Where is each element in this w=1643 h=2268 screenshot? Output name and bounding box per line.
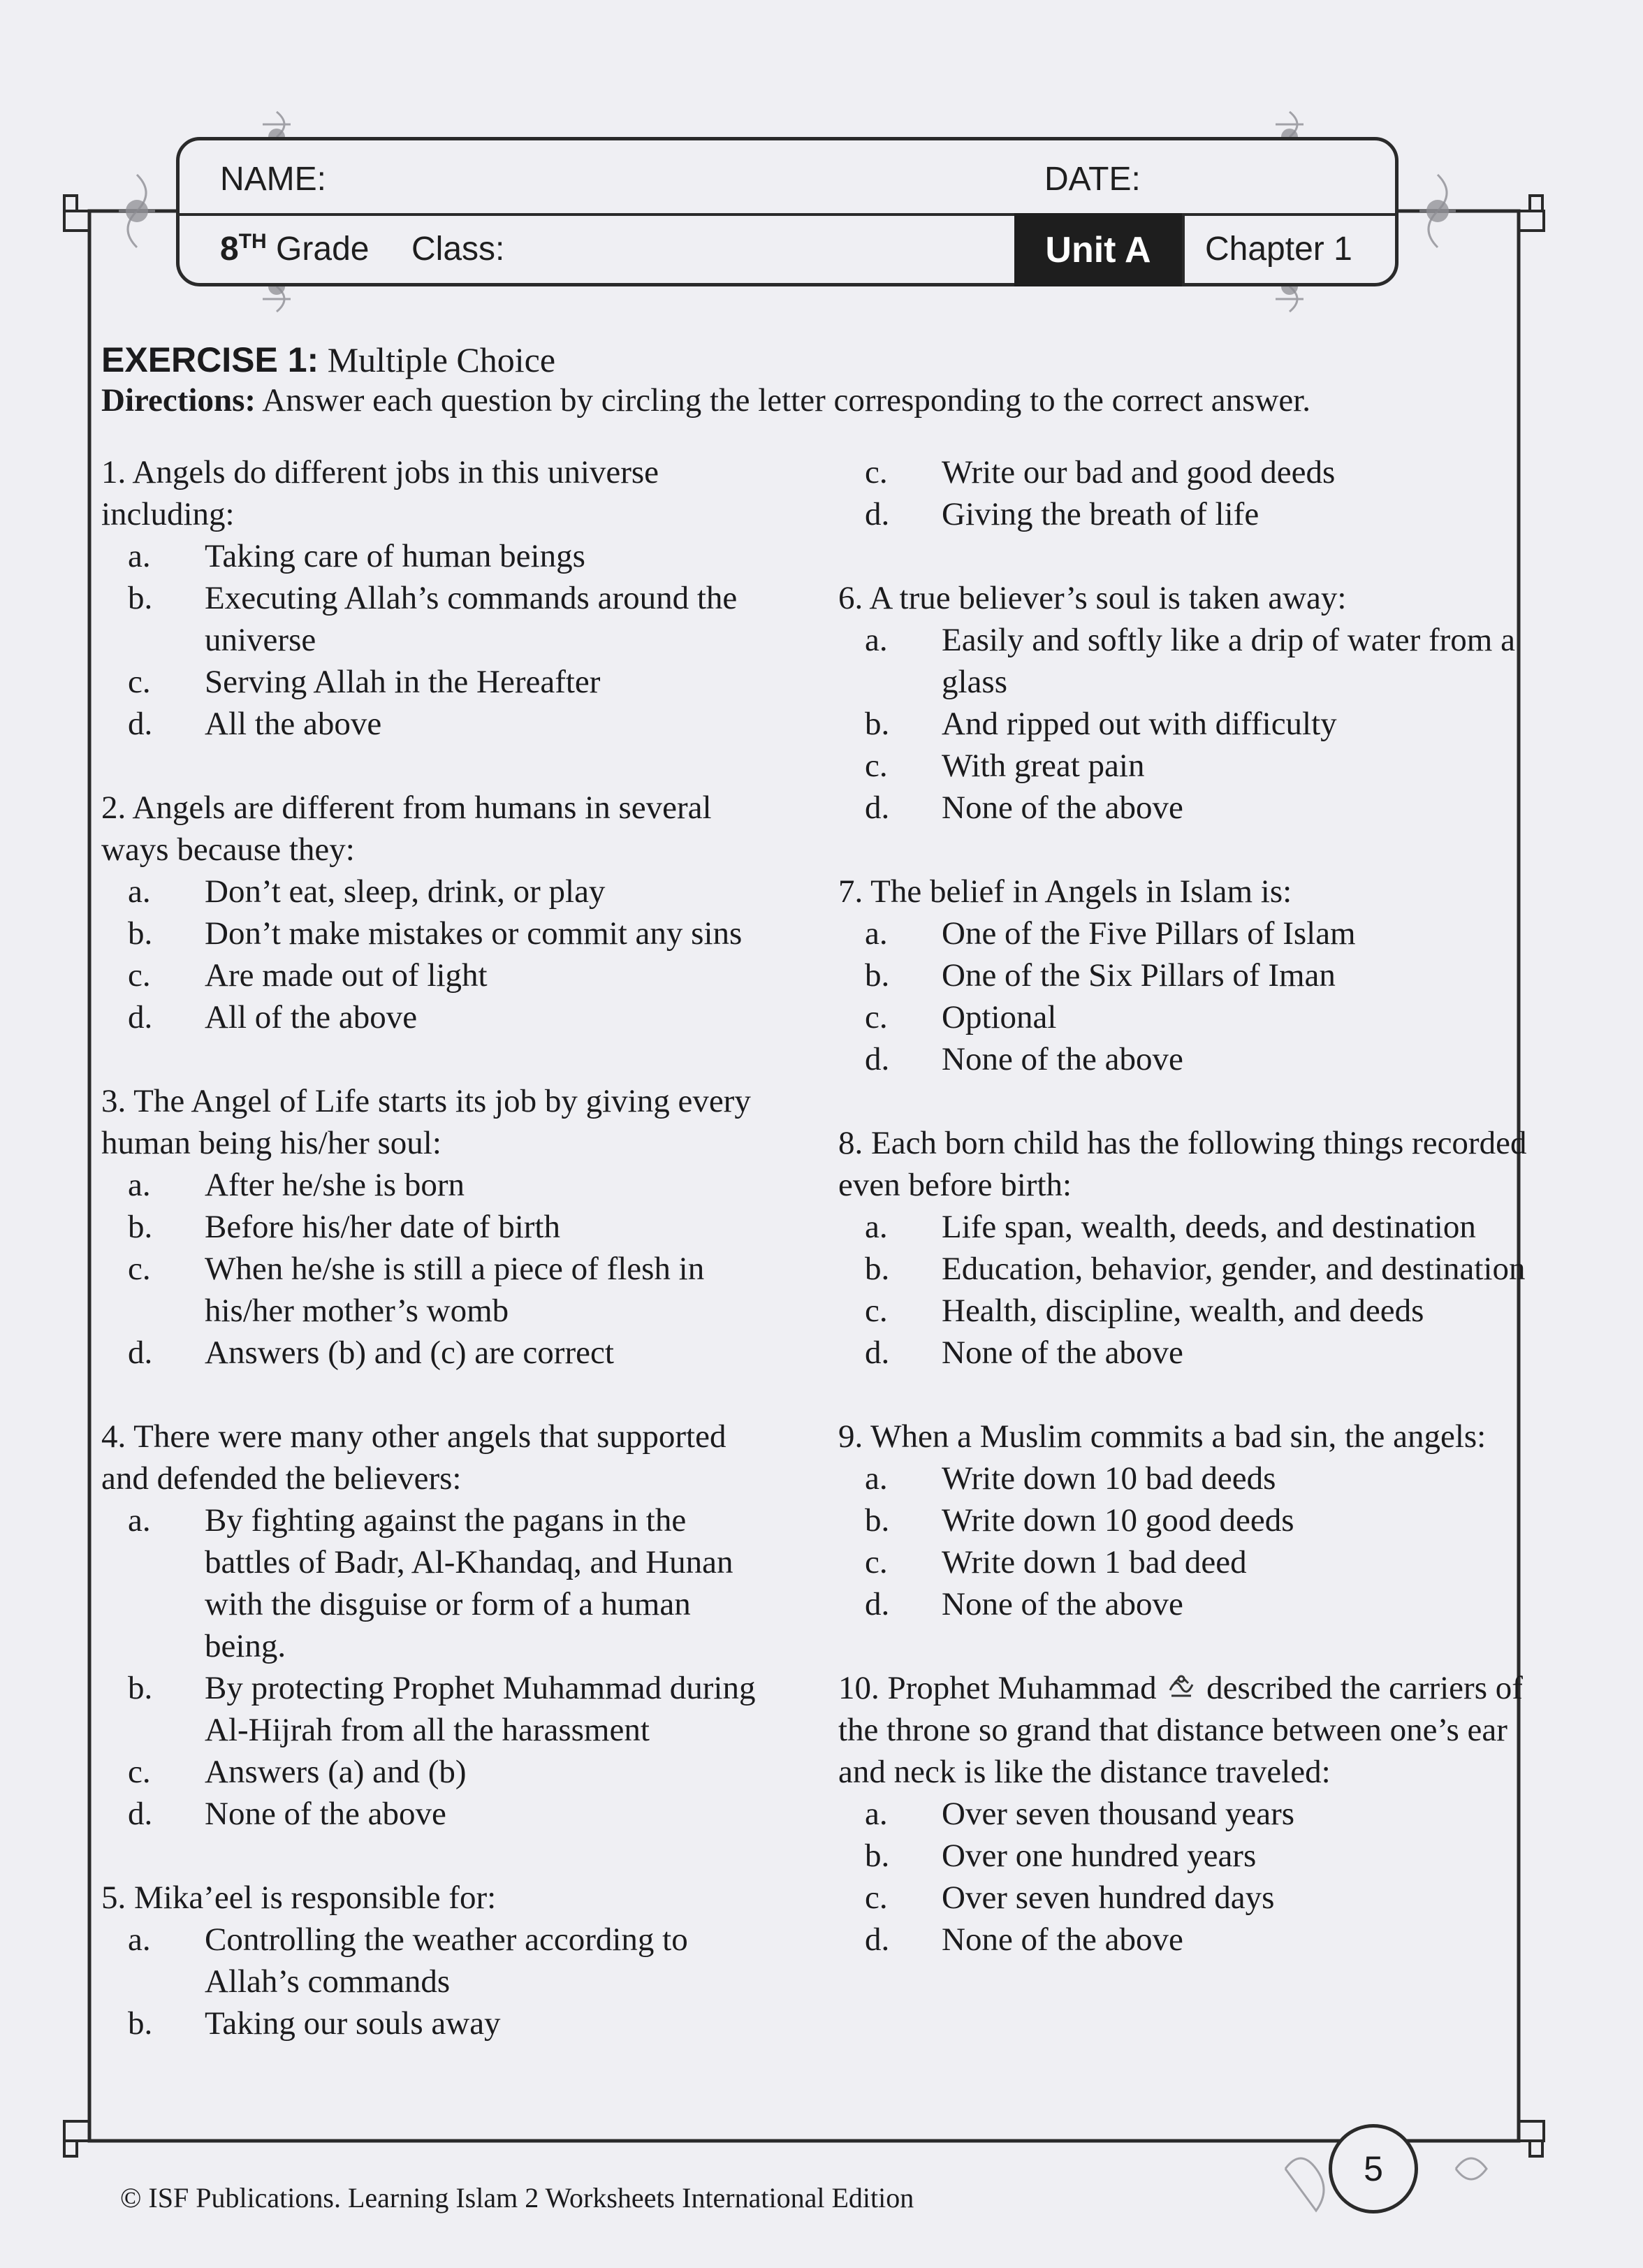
question-text: 5. Mika’eel is responsible for:: [101, 1880, 497, 1916]
answer-option[interactable]: [101, 1751, 765, 1793]
option-text: Giving the breath of life: [942, 496, 1259, 532]
exercise-number: EXERCISE 1:: [101, 340, 319, 379]
option-letter[interactable]: d.: [865, 790, 890, 826]
question-text: 8. Each born child has the following things recorded even before birth:: [838, 1125, 1527, 1203]
unit-separator: [1182, 213, 1185, 286]
answer-option[interactable]: [101, 1919, 765, 2002]
option-letter[interactable]: c.: [865, 454, 888, 490]
answer-option[interactable]: [838, 493, 1537, 535]
question-block: [101, 1416, 765, 1835]
question-text: [838, 1667, 1537, 1793]
option-letter[interactable]: c.: [865, 1544, 888, 1580]
option-letter[interactable]: c.: [865, 1880, 888, 1916]
option-letter[interactable]: b.: [128, 915, 153, 952]
option-letter[interactable]: a.: [128, 538, 151, 574]
option-letter[interactable]: b.: [865, 1838, 890, 1874]
answer-option[interactable]: [101, 703, 765, 745]
question-block: [838, 1122, 1537, 1374]
question-block: [101, 1877, 765, 2044]
option-letter[interactable]: a.: [128, 873, 151, 910]
option-text: After he/she is born: [205, 1167, 465, 1203]
option-text: Serving Allah in the Hereafter: [205, 664, 601, 700]
option-text: Over seven hundred days: [942, 1880, 1275, 1916]
question-text: 1. Angels do different jobs in this universe including:: [101, 454, 659, 532]
option-text: Don’t make mistakes or commit any sins: [205, 915, 743, 952]
answer-option[interactable]: [838, 1541, 1537, 1583]
option-text: None of the above: [942, 1921, 1183, 1958]
exercise-title: [101, 340, 555, 380]
option-text: All the above: [205, 706, 382, 742]
option-letter[interactable]: c.: [128, 664, 151, 700]
option-text: Life span, wealth, deeds, and destination: [942, 1209, 1476, 1245]
option-letter[interactable]: d.: [865, 1586, 890, 1622]
answer-option[interactable]: [838, 1458, 1537, 1499]
chapter-label: Chapter 1: [1205, 231, 1352, 268]
answer-option[interactable]: [838, 745, 1537, 787]
answer-option[interactable]: [838, 1248, 1537, 1290]
option-text: One of the Six Pillars of Iman: [942, 957, 1336, 994]
option-letter[interactable]: b.: [865, 957, 890, 994]
question-5-continued: [838, 451, 1537, 535]
grade-number: 8: [220, 231, 239, 268]
date-label: DATE:: [1044, 161, 1141, 198]
option-letter[interactable]: d.: [128, 706, 153, 742]
answer-option[interactable]: [838, 619, 1537, 703]
answer-option[interactable]: [838, 787, 1537, 829]
answer-option[interactable]: [838, 954, 1537, 996]
option-letter[interactable]: c.: [128, 1754, 151, 1790]
answer-option[interactable]: [101, 954, 765, 996]
option-text: Executing Allah’s commands around the universe: [205, 580, 738, 658]
answer-option[interactable]: [101, 913, 765, 954]
answer-option[interactable]: [101, 1667, 765, 1751]
answer-option[interactable]: [838, 451, 1537, 493]
answer-option[interactable]: [838, 703, 1537, 745]
option-letter[interactable]: b.: [128, 1670, 153, 1706]
option-text: Are made out of light: [205, 957, 488, 994]
option-letter[interactable]: d.: [128, 1335, 153, 1371]
answer-option[interactable]: [101, 1248, 765, 1332]
option-text: Write our bad and good deeds: [942, 454, 1336, 490]
option-text: None of the above: [942, 1586, 1183, 1622]
answer-option[interactable]: [101, 1499, 765, 1667]
option-text: Taking care of human beings: [205, 538, 585, 574]
answer-option[interactable]: [101, 871, 765, 913]
option-letter[interactable]: b.: [128, 2005, 153, 2042]
option-letter[interactable]: a.: [128, 1921, 151, 1958]
answer-option[interactable]: [101, 535, 765, 577]
question-text: 3. The Angel of Life starts its job by giving every human being his/her soul:: [101, 1083, 751, 1161]
answer-option[interactable]: [838, 1583, 1537, 1625]
option-letter[interactable]: c.: [128, 1251, 151, 1287]
option-text: Education, behavior, gender, and destination: [942, 1251, 1526, 1287]
answer-option[interactable]: [838, 1332, 1537, 1374]
option-letter[interactable]: a.: [865, 915, 888, 952]
unit-badge: Unit A: [1014, 213, 1182, 286]
question-block: [838, 1416, 1537, 1625]
question-block: [101, 787, 765, 1038]
answer-option[interactable]: [838, 1499, 1537, 1541]
grade-word: Grade: [276, 231, 370, 268]
answer-option[interactable]: [101, 1793, 765, 1835]
answer-option[interactable]: [838, 913, 1537, 954]
option-text: Answers (a) and (b): [205, 1754, 467, 1790]
option-letter[interactable]: c.: [128, 957, 151, 994]
class-label: Class:: [411, 231, 505, 268]
question-text: 4. There were many other angels that supported and defended the believers:: [101, 1418, 726, 1497]
option-text: Taking our souls away: [205, 2005, 501, 2042]
answer-option[interactable]: [101, 1164, 765, 1206]
option-text: When he/she is still a piece of flesh in his/her mother’s womb: [205, 1251, 705, 1329]
answer-option[interactable]: [838, 1877, 1537, 1919]
questions-right-column: [838, 451, 1537, 2002]
option-letter[interactable]: a.: [865, 1460, 888, 1497]
option-text: With great pain: [942, 748, 1145, 784]
option-letter[interactable]: c.: [865, 999, 888, 1035]
question-text: 9. When a Muslim commits a bad sin, the angels:: [838, 1418, 1487, 1455]
grade-label: [220, 230, 369, 268]
answer-option[interactable]: [101, 661, 765, 703]
question-text-start: 10. Prophet Muhammad: [838, 1670, 1157, 1706]
page-number: 5: [1329, 2124, 1418, 2214]
option-letter[interactable]: a.: [865, 1209, 888, 1245]
directions: [101, 381, 1310, 419]
answer-option[interactable]: [101, 996, 765, 1038]
question-block: [838, 577, 1537, 829]
directions-label: Directions:: [101, 382, 256, 419]
answer-option[interactable]: [838, 1038, 1537, 1080]
option-text: Write down 10 bad deeds: [942, 1460, 1276, 1497]
option-text: None of the above: [942, 1041, 1183, 1077]
option-letter[interactable]: b.: [128, 580, 153, 616]
questions-left-column: [101, 451, 765, 2086]
option-text: By protecting Prophet Muhammad during Al-Hijrah from all the harassment: [205, 1670, 756, 1748]
question-block: [101, 1080, 765, 1374]
exercise-type: Multiple Choice: [327, 340, 556, 379]
answer-option[interactable]: [838, 1919, 1537, 1961]
option-text: Health, discipline, wealth, and deeds: [942, 1293, 1424, 1329]
option-text: Over seven thousand years: [942, 1796, 1295, 1832]
option-text: None of the above: [942, 790, 1183, 826]
option-letter[interactable]: b.: [865, 706, 890, 742]
option-text: Easily and softly like a drip of water from a glass: [942, 622, 1515, 700]
option-letter[interactable]: d.: [128, 1796, 153, 1832]
question-text: 6. A true believer’s soul is taken away:: [838, 580, 1347, 616]
copyright-footer: © ISF Publications. Learning Islam 2 Worksheets International Edition: [120, 2182, 914, 2214]
pbuh-symbol-icon: [1164, 1669, 1198, 1703]
header-divider: [180, 213, 1395, 216]
option-letter[interactable]: a.: [865, 1796, 888, 1832]
option-text: By fighting against the pagans in the battles of Badr, Al-Khandaq, and Hunan with the disguise or form of a human being.: [205, 1502, 733, 1664]
option-letter[interactable]: d.: [128, 999, 153, 1035]
option-letter[interactable]: c.: [865, 748, 888, 784]
question-block: [838, 1667, 1537, 1961]
option-letter[interactable]: d.: [865, 496, 890, 532]
question-block: [101, 451, 765, 745]
answer-option[interactable]: [838, 1206, 1537, 1248]
answer-option[interactable]: [838, 1290, 1537, 1332]
option-letter[interactable]: c.: [865, 1293, 888, 1329]
answer-option[interactable]: [101, 577, 765, 661]
grade-suffix: TH: [238, 230, 267, 253]
name-label: NAME:: [220, 161, 327, 198]
option-letter[interactable]: b.: [128, 1209, 153, 1245]
option-letter[interactable]: a.: [865, 622, 888, 658]
option-text: Write down 1 bad deed: [942, 1544, 1247, 1580]
header-box: [176, 137, 1399, 286]
option-text: All of the above: [205, 999, 418, 1035]
option-text: Controlling the weather according to Allah’s commands: [205, 1921, 688, 2000]
directions-text: Answer each question by circling the letter corresponding to the correct answer.: [262, 382, 1311, 419]
answer-option[interactable]: [101, 1206, 765, 1248]
option-letter[interactable]: a.: [128, 1167, 151, 1203]
option-text: None of the above: [942, 1335, 1183, 1371]
option-text: Optional: [942, 999, 1057, 1035]
question-text-end: described the carriers of the throne so grand that distance between one’s ear and neck is like the distance traveled:: [838, 1670, 1523, 1790]
question-text: 7. The belief in Angels in Islam is:: [838, 873, 1292, 910]
answer-option[interactable]: [101, 1332, 765, 1374]
option-text: One of the Five Pillars of Islam: [942, 915, 1356, 952]
answer-option[interactable]: [838, 1835, 1537, 1877]
option-text: And ripped out with difficulty: [942, 706, 1337, 742]
option-letter[interactable]: d.: [865, 1335, 890, 1371]
option-letter[interactable]: b.: [865, 1502, 890, 1539]
option-letter[interactable]: d.: [865, 1041, 890, 1077]
answer-option[interactable]: [838, 1793, 1537, 1835]
question-block: [838, 871, 1537, 1080]
option-text: Over one hundred years: [942, 1838, 1257, 1874]
option-letter[interactable]: a.: [128, 1502, 151, 1539]
option-letter[interactable]: d.: [865, 1921, 890, 1958]
question-text: 2. Angels are different from humans in several ways because they:: [101, 790, 712, 868]
option-text: None of the above: [205, 1796, 446, 1832]
answer-option[interactable]: [101, 2002, 765, 2044]
option-text: Don’t eat, sleep, drink, or play: [205, 873, 606, 910]
option-letter[interactable]: b.: [865, 1251, 890, 1287]
option-text: Before his/her date of birth: [205, 1209, 560, 1245]
answer-option[interactable]: [838, 996, 1537, 1038]
option-text: Answers (b) and (c) are correct: [205, 1335, 614, 1371]
option-text: Write down 10 good deeds: [942, 1502, 1294, 1539]
